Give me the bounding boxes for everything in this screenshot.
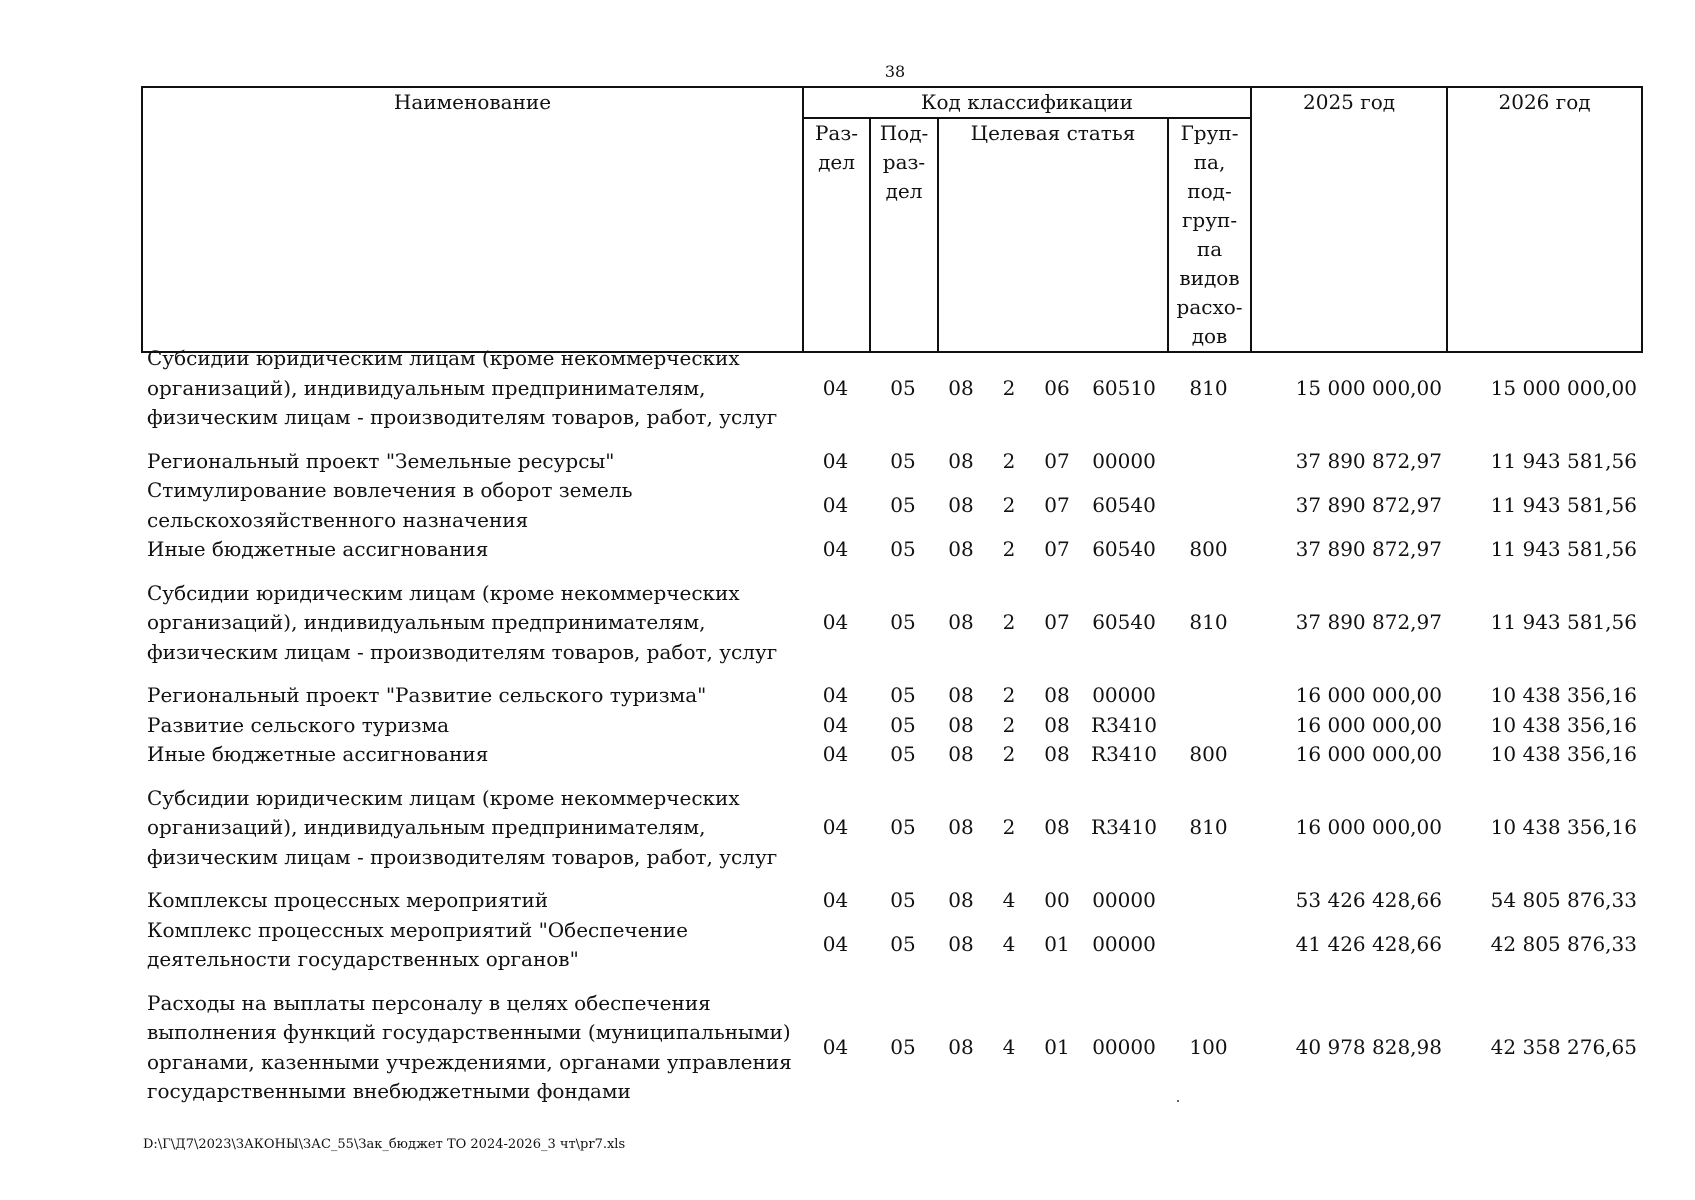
cell-target-program: 08	[948, 888, 974, 912]
cell-target-program: 08	[948, 537, 974, 561]
header-target: Целевая статья	[938, 118, 1168, 352]
cell-target-program: 08	[948, 448, 974, 473]
cell-target-type: 2	[1002, 815, 1016, 839]
row-spacer	[141, 975, 1641, 989]
cell-target-program: 08	[948, 375, 974, 400]
cell-target-subgroup: 01	[1044, 932, 1070, 957]
header-code: Код классификации	[803, 87, 1251, 118]
cell-target-type: 4	[1002, 932, 1016, 957]
cell-target-type: 4	[1002, 1034, 1016, 1059]
cell-expense-group	[1167, 681, 1250, 711]
header-2025: 2025 год	[1251, 87, 1447, 352]
cell-target-subgroup: 07	[1044, 492, 1070, 517]
cell-amount-2025: 37 890 872,97	[1295, 610, 1442, 634]
cell-target-subgroup: 07	[1044, 448, 1070, 473]
cell-expense-group: 800	[1189, 537, 1228, 561]
cell-razdel: 04	[822, 683, 849, 707]
cell-target-type: 2	[1002, 712, 1016, 737]
cell-expense-group: 100	[1189, 1034, 1228, 1059]
cell-amount-2025: 53 426 428,66	[1295, 888, 1442, 912]
cell-razdel: 04	[822, 742, 849, 766]
cell-target-type: 2	[1002, 683, 1016, 707]
cell-podrazdel: 05	[890, 537, 916, 561]
cell-razdel: 04	[822, 492, 849, 517]
cell-podrazdel: 05	[890, 742, 916, 766]
cell-expense-group: 810	[1189, 815, 1228, 839]
cell-target-direction: 60510	[1092, 375, 1156, 400]
cell-name: Субсидии юридическим лицам (кроме некоммерческих организаций), индивидуальным предпринимателям, физическим лицам - производителям товаров, работ, услуг	[147, 580, 778, 664]
cell-expense-group: 800	[1189, 742, 1228, 766]
cell-amount-2025: 41 426 428,66	[1295, 932, 1442, 957]
cell-target-direction: 00000	[1092, 932, 1156, 957]
row-spacer	[141, 565, 1641, 579]
table-row	[141, 579, 1641, 668]
cell-amount-2026: 42 805 876,33	[1490, 932, 1637, 957]
cell-amount-2026: 11 943 581,56	[1490, 537, 1637, 561]
cell-amount-2026: 11 943 581,56	[1490, 492, 1637, 517]
cell-amount-2025: 16 000 000,00	[1295, 815, 1442, 839]
header-group: Груп- па, под- груп- па видов расхо- дов	[1168, 118, 1251, 352]
cell-target-direction: 00000	[1092, 683, 1156, 707]
cell-target-direction: R3410	[1091, 712, 1157, 737]
cell-razdel: 04	[822, 815, 849, 839]
table-row	[141, 740, 1641, 770]
cell-target-type: 2	[1002, 610, 1016, 634]
cell-amount-2026: 10 438 356,16	[1490, 742, 1637, 766]
spacer-cell	[141, 770, 1641, 784]
cell-target-type: 2	[1002, 492, 1016, 517]
table-row	[141, 711, 1641, 741]
cell-target-direction: 00000	[1092, 448, 1156, 473]
header-podrazdel: Под- раз- дел	[870, 118, 938, 352]
cell-amount-2026: 10 438 356,16	[1490, 815, 1637, 839]
cell-target-direction: 00000	[1092, 888, 1156, 912]
cell-target-subgroup: 08	[1044, 712, 1070, 737]
cell-amount-2025: 37 890 872,97	[1295, 492, 1442, 517]
spacer-cell	[141, 433, 1641, 447]
row-spacer	[141, 667, 1641, 681]
cell-target-type: 2	[1002, 375, 1016, 400]
cell-podrazdel: 05	[890, 932, 916, 957]
cell-target-type: 2	[1002, 742, 1016, 766]
cell-name: Комплексы процессных мероприятий	[147, 888, 549, 912]
cell-amount-2026: 42 358 276,65	[1490, 1034, 1637, 1059]
cell-target-subgroup: 08	[1044, 815, 1070, 839]
table-header	[141, 86, 1643, 353]
header-name: Наименование	[142, 87, 803, 352]
cell-razdel: 04	[822, 1034, 849, 1059]
cell-amount-2026: 10 438 356,16	[1490, 712, 1637, 737]
cell-name: Региональный проект "Земельные ресурсы"	[147, 448, 615, 473]
spacer-cell	[141, 872, 1641, 886]
cell-target-type: 4	[1002, 888, 1016, 912]
cell-razdel: 04	[822, 448, 849, 473]
cell-razdel: 04	[822, 610, 849, 634]
cell-podrazdel: 05	[890, 448, 916, 473]
table-row	[141, 535, 1641, 565]
cell-amount-2026: 54 805 876,33	[1490, 888, 1637, 912]
row-spacer	[141, 872, 1641, 886]
cell-razdel: 04	[822, 712, 849, 737]
cell-target-subgroup: 08	[1044, 683, 1070, 707]
cell-target-direction: 60540	[1092, 492, 1156, 517]
table-row	[141, 344, 1641, 433]
table-row	[141, 476, 1641, 535]
cell-podrazdel: 05	[890, 888, 916, 912]
cell-podrazdel: 05	[890, 1034, 916, 1059]
cell-target-program: 08	[948, 610, 974, 634]
cell-name: Региональный проект "Развитие сельского туризма"	[147, 683, 707, 707]
cell-target-program: 08	[948, 712, 974, 737]
cell-amount-2025: 16 000 000,00	[1295, 712, 1442, 737]
cell-target-program: 08	[948, 1034, 974, 1059]
page-number: 38	[884, 62, 906, 81]
cell-target-subgroup: 06	[1044, 375, 1070, 400]
cell-amount-2025: 37 890 872,97	[1295, 448, 1442, 473]
table-row	[141, 886, 1641, 916]
cell-target-direction: R3410	[1091, 742, 1157, 766]
cell-target-direction: 00000	[1092, 1034, 1156, 1059]
spacer-cell	[141, 975, 1641, 989]
cell-amount-2025: 37 890 872,97	[1295, 537, 1442, 561]
cell-expense-group	[1167, 916, 1250, 975]
spacer-cell	[141, 667, 1641, 681]
cell-target-subgroup: 07	[1044, 610, 1070, 634]
cell-podrazdel: 05	[890, 610, 916, 634]
cell-target-program: 08	[948, 815, 974, 839]
stray-mark	[1177, 1100, 1179, 1102]
cell-expense-group	[1167, 711, 1250, 741]
spacer-cell	[141, 565, 1641, 579]
file-path-footer: D:\Г\Д7\2023\ЗАКОНЫ\ЗАС_55\Зак_бюджет ТО 2024-2026_3 чт\pr7.xls	[143, 1137, 626, 1152]
cell-razdel: 04	[822, 888, 849, 912]
cell-target-direction: 60540	[1092, 610, 1156, 634]
cell-expense-group	[1167, 447, 1250, 477]
cell-expense-group	[1167, 886, 1250, 916]
cell-amount-2026: 10 438 356,16	[1490, 683, 1637, 707]
cell-amount-2025: 16 000 000,00	[1295, 742, 1442, 766]
cell-target-program: 08	[948, 683, 974, 707]
cell-podrazdel: 05	[890, 712, 916, 737]
cell-name: Субсидии юридическим лицам (кроме некоммерческих организаций), индивидуальным предпринимателям, физическим лицам - производителям товаров, работ, услуг	[147, 346, 778, 429]
table-row	[141, 447, 1641, 477]
cell-podrazdel: 05	[890, 815, 916, 839]
cell-expense-group: 810	[1189, 610, 1228, 634]
budget-table	[141, 344, 1641, 1107]
cell-target-subgroup: 07	[1044, 537, 1070, 561]
cell-amount-2026: 11 943 581,56	[1490, 610, 1637, 634]
cell-name: Развитие сельского туризма	[147, 712, 450, 737]
cell-name: Комплекс процессных мероприятий "Обеспечение деятельности государственных органов"	[147, 917, 688, 971]
cell-amount-2026: 11 943 581,56	[1490, 448, 1637, 473]
cell-target-subgroup: 00	[1044, 888, 1070, 912]
table-row	[141, 916, 1641, 975]
cell-amount-2025: 40 978 828,98	[1295, 1034, 1442, 1059]
cell-name: Иные бюджетные ассигнования	[147, 742, 489, 766]
cell-podrazdel: 05	[890, 375, 916, 400]
cell-target-subgroup: 01	[1044, 1034, 1070, 1059]
cell-target-type: 2	[1002, 537, 1016, 561]
row-spacer	[141, 770, 1641, 784]
table-row	[141, 989, 1641, 1107]
cell-target-type: 2	[1002, 448, 1016, 473]
header-2026: 2026 год	[1447, 87, 1642, 352]
row-spacer	[141, 433, 1641, 447]
cell-name: Субсидии юридическим лицам (кроме некоммерческих организаций), индивидуальным предпринимателям, физическим лицам - производителям товаров, работ, услуг	[147, 785, 778, 869]
cell-expense-group	[1167, 476, 1250, 535]
cell-target-program: 08	[948, 742, 974, 766]
cell-target-subgroup: 08	[1044, 742, 1070, 766]
cell-expense-group: 810	[1189, 375, 1228, 400]
cell-razdel: 04	[822, 375, 849, 400]
cell-amount-2025: 16 000 000,00	[1295, 683, 1442, 707]
cell-target-direction: 60540	[1092, 537, 1156, 561]
cell-razdel: 04	[822, 932, 849, 957]
cell-podrazdel: 05	[890, 683, 916, 707]
header-razdel: Раз- дел	[803, 118, 870, 352]
cell-target-program: 08	[948, 492, 974, 517]
cell-razdel: 04	[822, 537, 849, 561]
cell-amount-2025: 15 000 000,00	[1295, 375, 1442, 400]
cell-name: Иные бюджетные ассигнования	[147, 537, 489, 561]
cell-name: Расходы на выплаты персоналу в целях обеспечения выполнения функций государственными (муниципальными) органами, казенными учреждениями, органами управления государственными внебюджетными фондами	[147, 990, 792, 1103]
cell-amount-2026: 15 000 000,00	[1490, 375, 1637, 400]
cell-podrazdel: 05	[890, 492, 916, 517]
cell-target-program: 08	[948, 932, 974, 957]
table-row	[141, 681, 1641, 711]
cell-target-direction: R3410	[1091, 815, 1157, 839]
table-row	[141, 784, 1641, 873]
cell-name: Стимулирование вовлечения в оборот земель сельскохозяйственного назначения	[147, 478, 633, 532]
